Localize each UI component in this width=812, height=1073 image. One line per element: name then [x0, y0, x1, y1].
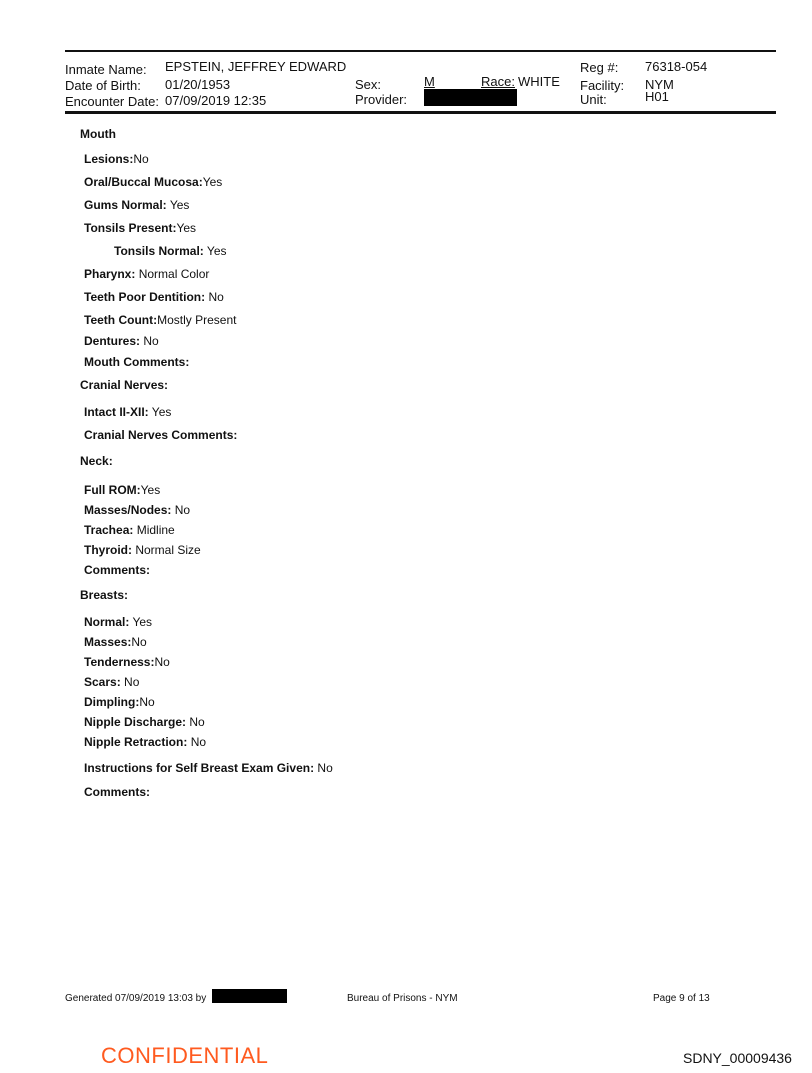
field-intact-ii-xii: [84, 405, 171, 419]
field-value: Normal Color: [138, 267, 210, 281]
date-of-birth: 01/20/1953: [165, 77, 231, 92]
field-cranial-comments: [84, 428, 237, 442]
field-value: Mostly Present: [157, 313, 237, 327]
field-label: Masses/Nodes:: [84, 503, 172, 517]
field-label: Dentures:: [84, 334, 141, 348]
field-label: Teeth Count:: [84, 313, 158, 327]
unit-value: H01: [645, 89, 669, 104]
field-value: No: [317, 761, 333, 775]
field-label: Gums Normal:: [84, 198, 167, 212]
race-value: WHITE: [518, 74, 560, 89]
bates-number: SDNY_00009436: [683, 1050, 792, 1066]
field-value: No: [208, 290, 224, 304]
encounter-date-label: Encounter Date:: [65, 94, 159, 109]
field-trachea: [84, 523, 175, 537]
field-label: Tonsils Normal:: [114, 244, 204, 258]
unit-label: Unit:: [580, 92, 607, 107]
field-label: Cranial Nerves Comments:: [84, 428, 238, 442]
field-self-exam-instructions: [84, 761, 333, 775]
encounter-date: 07/09/2019 12:35: [165, 93, 267, 108]
generated-by-redaction: [212, 989, 287, 1003]
field-value: Yes: [206, 244, 227, 258]
reg-label: Reg #:: [580, 60, 619, 75]
field-value: No: [143, 334, 159, 348]
field-masses-nodes: [84, 503, 190, 517]
field-thyroid: [84, 543, 201, 557]
inmate-name: EPSTEIN, JEFFREY EDWARD: [165, 59, 347, 74]
field-value: Yes: [151, 405, 172, 419]
sex-value: M: [424, 74, 435, 89]
field-value: Normal Size: [135, 543, 201, 557]
generated-by: Generated 07/09/2019 13:03 by: [65, 993, 207, 1004]
field-pharynx: [84, 267, 209, 281]
field-value: No: [174, 503, 191, 517]
field-value: Yes: [140, 483, 161, 497]
field-label: Mouth Comments:: [84, 355, 190, 369]
field-label: Lesions:: [84, 152, 134, 166]
field-dentures: [84, 334, 159, 348]
field-label: Pharynx:: [84, 267, 136, 281]
provider-redaction: [424, 89, 517, 106]
field-neck-comments: [84, 563, 150, 577]
facility-value: NYM: [645, 77, 674, 92]
field-gums-normal: [84, 198, 189, 212]
field-label: Comments:: [84, 563, 151, 577]
field-label: Scars:: [84, 675, 121, 689]
field-value: Yes: [202, 175, 223, 189]
header-top-rule: [65, 50, 776, 52]
section-title-mouth: Mouth: [80, 127, 116, 141]
field-label: Trachea:: [84, 523, 134, 537]
inmate-name-label: Inmate Name:: [65, 62, 147, 77]
field-value: No: [124, 675, 140, 689]
field-lesions: [84, 152, 149, 166]
field-breast-comments: [84, 785, 150, 799]
section-title-neck: Neck:: [80, 454, 113, 468]
page-number: Page 9 of 13: [653, 993, 710, 1004]
header-values: [165, 59, 346, 109]
footer-bureau: Bureau of Prisons - NYM: [347, 993, 458, 1004]
field-teeth-count: [84, 313, 236, 327]
field-oral-buccal-mucosa: [84, 175, 222, 189]
field-label: Tenderness:: [84, 655, 155, 669]
sex-label: Sex:: [355, 77, 382, 92]
field-label: Instructions for Self Breast Exam Given:: [84, 761, 315, 775]
field-scars: [84, 675, 139, 689]
field-value: Yes: [169, 198, 190, 212]
field-label: Normal:: [84, 615, 130, 629]
field-breast-normal: [84, 615, 152, 629]
race-label: Race:: [481, 74, 515, 89]
field-label: Dimpling:: [84, 695, 140, 709]
field-value: Yes: [132, 615, 153, 629]
field-dimpling: [84, 695, 155, 709]
field-value: Midline: [136, 523, 175, 537]
field-label: Masses:: [84, 635, 132, 649]
field-value: No: [189, 715, 205, 729]
field-tonsils-normal: [114, 244, 227, 258]
field-value: No: [133, 152, 149, 166]
field-label: Nipple Discharge:: [84, 715, 187, 729]
field-tenderness: [84, 655, 170, 669]
field-mouth-comments: [84, 355, 189, 369]
field-value: No: [154, 655, 170, 669]
dob-label: Date of Birth:: [65, 78, 141, 93]
provider-label: Provider:: [355, 92, 408, 107]
field-label: Thyroid:: [84, 543, 132, 557]
confidential-stamp: CONFIDENTIAL: [101, 1043, 269, 1068]
field-teeth-poor-dentition: [84, 290, 224, 304]
field-label: Oral/Buccal Mucosa:: [84, 175, 203, 189]
field-nipple-retraction: [84, 735, 206, 749]
field-breast-masses: [84, 635, 147, 649]
field-value: No: [139, 695, 155, 709]
facility-label: Facility:: [580, 78, 625, 93]
section-title-cranial-nerves: Cranial Nerves:: [80, 378, 169, 392]
reg-number: 76318-054: [645, 59, 708, 74]
header-labels: [65, 62, 159, 110]
field-tonsils-present: [84, 221, 196, 235]
field-label: Teeth Poor Dentition:: [84, 290, 206, 304]
field-nipple-discharge: [84, 715, 205, 729]
field-label: Nipple Retraction:: [84, 735, 188, 749]
field-label: Full ROM:: [84, 483, 141, 497]
field-label: Tonsils Present:: [84, 221, 177, 235]
field-value: Yes: [176, 221, 197, 235]
field-full-rom: [84, 483, 160, 497]
field-value: No: [190, 735, 207, 749]
section-title-breasts: Breasts:: [80, 588, 129, 602]
field-label: Intact II-XII:: [84, 405, 149, 419]
field-label: Comments:: [84, 785, 151, 799]
field-value: No: [131, 635, 147, 649]
header-bottom-rule: [65, 111, 776, 114]
